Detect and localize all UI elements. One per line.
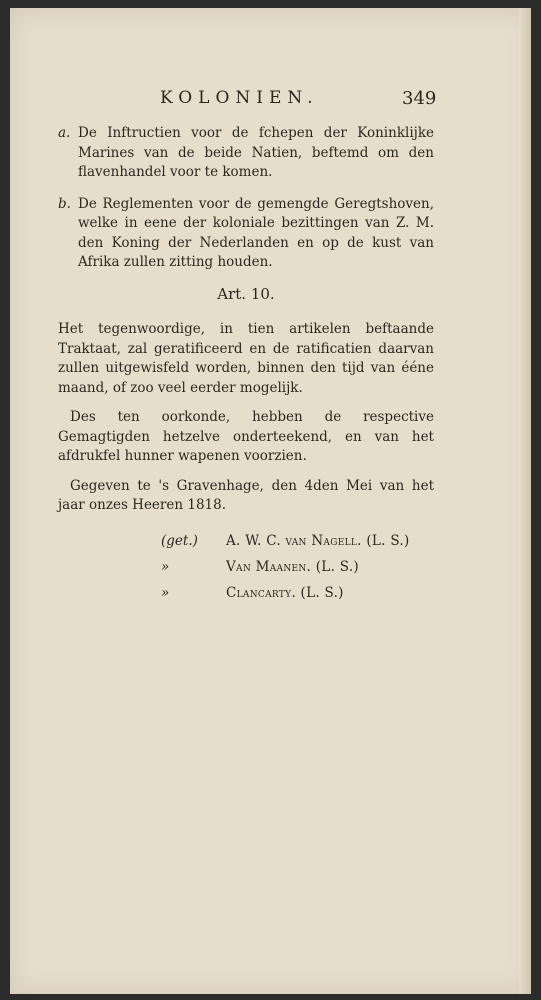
signature-line <box>58 584 434 610</box>
signature-lead: » <box>161 558 170 575</box>
running-header <box>10 88 531 112</box>
signature-lead: » <box>161 584 170 601</box>
paragraph-witness: Des ten oorkonde, hebben de respective Gemagtigden hetzelve onderteekend, en van het afdrukfel hunner wapenen voorzien. <box>58 409 434 464</box>
signatory-name: Clancarty. (L. S.) <box>226 584 344 601</box>
signature-line <box>58 558 434 584</box>
list-item-text: De Inftructien voor de fchepen der Koninklijke Marines van de beide Natien, beftemd om den flavenhandel voor te komen. <box>78 125 434 180</box>
article-heading: Art. 10. <box>217 284 275 303</box>
list-item-marker: b. <box>58 195 71 212</box>
running-title: KOLONIEN. <box>160 88 319 108</box>
paragraph-date: Gegeven te 's Gravenhage, den 4den Mei van het jaar onzes Heeren 1818. <box>58 477 434 513</box>
page-number: 349 <box>402 88 437 109</box>
list-item-b <box>58 195 434 273</box>
signature-lead: (get.) <box>161 532 198 549</box>
list-item-a <box>58 124 434 183</box>
page-text <box>58 124 434 610</box>
page-spine-shadow <box>519 8 531 994</box>
list-item-text: De Reglementen voor de gemengde Geregtshoven, welke in eene der koloniale bezittingen van Z. M. den Koning der Nederlanden en op de kust van Afrika zullen zitting houden. <box>78 195 434 270</box>
signatory-name: A. W. C. van Nagell. (L. S.) <box>226 532 410 549</box>
list-item-marker: a. <box>58 125 71 141</box>
book-page <box>10 8 531 994</box>
signature-line <box>58 532 434 558</box>
paragraph-ratification: Het tegenwoordige, in tien artikelen beftaande Traktaat, zal geratificeerd en de ratificatien daarvan zullen uitgewisfeld worden, binnen den tijd van ééne maand, of zoo veel eerder mogelijk. <box>58 321 434 396</box>
signatory-name: Van Maanen. (L. S.) <box>226 558 359 575</box>
